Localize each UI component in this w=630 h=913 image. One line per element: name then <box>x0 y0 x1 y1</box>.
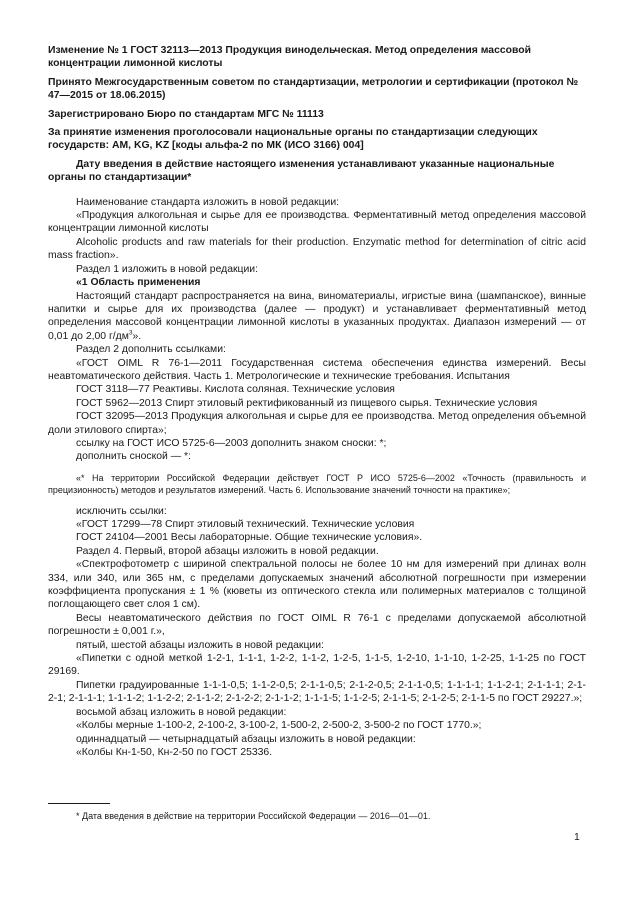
paragraph: «Пипетки с одной меткой 1-2-1, 1-1-1, 1-2-2, 1-1-2, 1-2-5, 1-1-5, 1-2-10, 1-1-10, 1-2-25, 1-1-25 по ГОСТ 29169. <box>48 653 586 678</box>
paragraph: Alcoholic products and raw materials for their production. Enzymatic method for determination of citric acid mass fraction». <box>48 236 586 262</box>
section-heading: «1 Область применения <box>76 277 201 289</box>
superscript: 3 <box>128 329 133 337</box>
paragraph: Весы неавтоматического действия по ГОСТ OIML R 76-1 с пределами допускаемой абсолютной погрешности ± 0,001 г.», <box>48 612 586 638</box>
amendment-body <box>48 196 586 760</box>
reference-entry: ГОСТ 5962—2013 Спирт этиловый ректификованный из пищевого сырья. Технические условия <box>76 397 538 409</box>
registration-statement: Зарегистрировано Бюро по стандартам МГС № 11113 <box>48 108 324 120</box>
paragraph: исключить ссылки: <box>76 505 167 517</box>
paragraph: Раздел 4. Первый, второй абзацы изложить в новой редакции. <box>76 545 379 557</box>
effective-date-statement: Дату введения в действие настоящего изменения устанавливают указанные национальные органы по стандартизации* <box>48 158 555 184</box>
inline-note: «* На территории Российской Федерации действует ГОСТ Р ИСО 5725-6—2002 «Точность (правильность и прецизионность) методов и результатов измерений. Часть 6. Использование значений точности на практике»; <box>48 472 586 496</box>
scope-text: Настоящий стандарт распространяется на вина, виноматериалы, игристые вина (шампанское), винные напитки и сырье для их производства (далее — продукт) и устанавливает ферментативный метод определения массовой концентрации лимонной кислоты в указанных продуктах. Диапазон измерений — от 0,01 до 2,00 г/дм <box>48 290 586 342</box>
reference-entry: ГОСТ 3118—77 Реактивы. Кислота соляная. Технические условия <box>76 384 395 396</box>
voting-statement: За принятие изменения проголосовали национальные органы по стандартизации следующих государств: AM, KG, KZ [коды альфа-2 по МК (ИСО 3166) 004] <box>48 127 538 152</box>
footnote-divider <box>48 803 110 804</box>
paragraph: «Колбы Кн-1-50, Кн-2-50 по ГОСТ 25336. <box>76 746 273 758</box>
paragraph: пятый, шестой абзацы изложить в новой редакции: <box>76 639 324 651</box>
reference-entry: «ГОСТ OIML R 76-1—2011 Государственная система обеспечения единства измерений. Весы неавтоматического действия. Часть 1. Метрологические и технические требования. Испытания <box>48 357 586 382</box>
scope-text-end: ». <box>132 330 142 342</box>
paragraph: Раздел 1 изложить в новой редакции: <box>76 263 258 275</box>
paragraph: «Спектрофотометр с шириной спектральной полосы не более 10 нм для измерений при длинах волн 334, или 340, или 365 нм, с пределами допускаемых значений абсолютной погрешности при измерении коэффициента пропускания ± 1 % (кюветы из оптического стекла или полимерных материалов с толщиной поглощающего свет слоя 1 см). <box>48 559 586 611</box>
paragraph: «Продукция алкогольная и сырье для ее производства. Ферментативный метод определения массовой концентрации лимонной кислоты <box>48 210 586 235</box>
paragraph <box>48 290 586 344</box>
adopted-by-statement: Принято Межгосударственным советом по стандартизации, метрологии и сертификации (протокол № 47—2015 от 18.06.2015) <box>48 76 579 102</box>
paragraph: Наименование стандарта изложить в новой редакции: <box>76 196 340 208</box>
footnote: * Дата введения в действие на территории Российской Федерации — 2016—01—01. <box>76 811 431 821</box>
document-page <box>48 44 586 759</box>
paragraph: дополнить сноской — *: <box>76 451 191 463</box>
amendment-title: Изменение № 1 ГОСТ 32113—2013 Продукция винодельческая. Метод определения массовой концентрации лимонной кислоты <box>48 45 531 70</box>
paragraph: «Колбы мерные 1-100-2, 2-100-2, 3-100-2, 1-500-2, 2-500-2, 3-500-2 по ГОСТ 1770.»; <box>76 720 482 732</box>
paragraph: одиннадцатый — четырнадцатый абзацы изложить в новой редакции: <box>76 733 416 745</box>
reference-entry: «ГОСТ 17299—78 Спирт этиловый технический. Технические условия <box>76 519 415 530</box>
reference-entry: ГОСТ 32095—2013 Продукция алкогольная и сырье для ее производства. Метод определения объемной доли этилового спирта»; <box>48 411 586 436</box>
paragraph: восьмой абзац изложить в новой редакции: <box>76 706 287 718</box>
paragraph: Пипетки градуированные 1-1-1-0,5; 1-1-2-0,5; 2-1-1-0,5; 2-1-2-0,5; 2-1-1-0,5; 1-1-1-1; 1-1-2-1; 2-1-1-1; 2-1-2-1; 2-1-1-1; 1-1-1-2; 1-1-2-2; 2-1-1-2; 2-1-2-2; 2-1-1-2; 1-1-1-5; 1-1-2-5; 2-1-1-5; 2-1-2-5; 2-1-1-5 по ГОСТ 29227.»; <box>48 679 586 705</box>
reference-entry: ГОСТ 24104—2001 Весы лабораторные. Общие технические условия». <box>76 532 423 544</box>
paragraph: Раздел 2 дополнить ссылками: <box>76 344 226 356</box>
page-number: 1 <box>574 832 580 843</box>
paragraph: ссылку на ГОСТ ИСО 5725-6—2003 дополнить знаком сноски: *; <box>76 437 387 449</box>
